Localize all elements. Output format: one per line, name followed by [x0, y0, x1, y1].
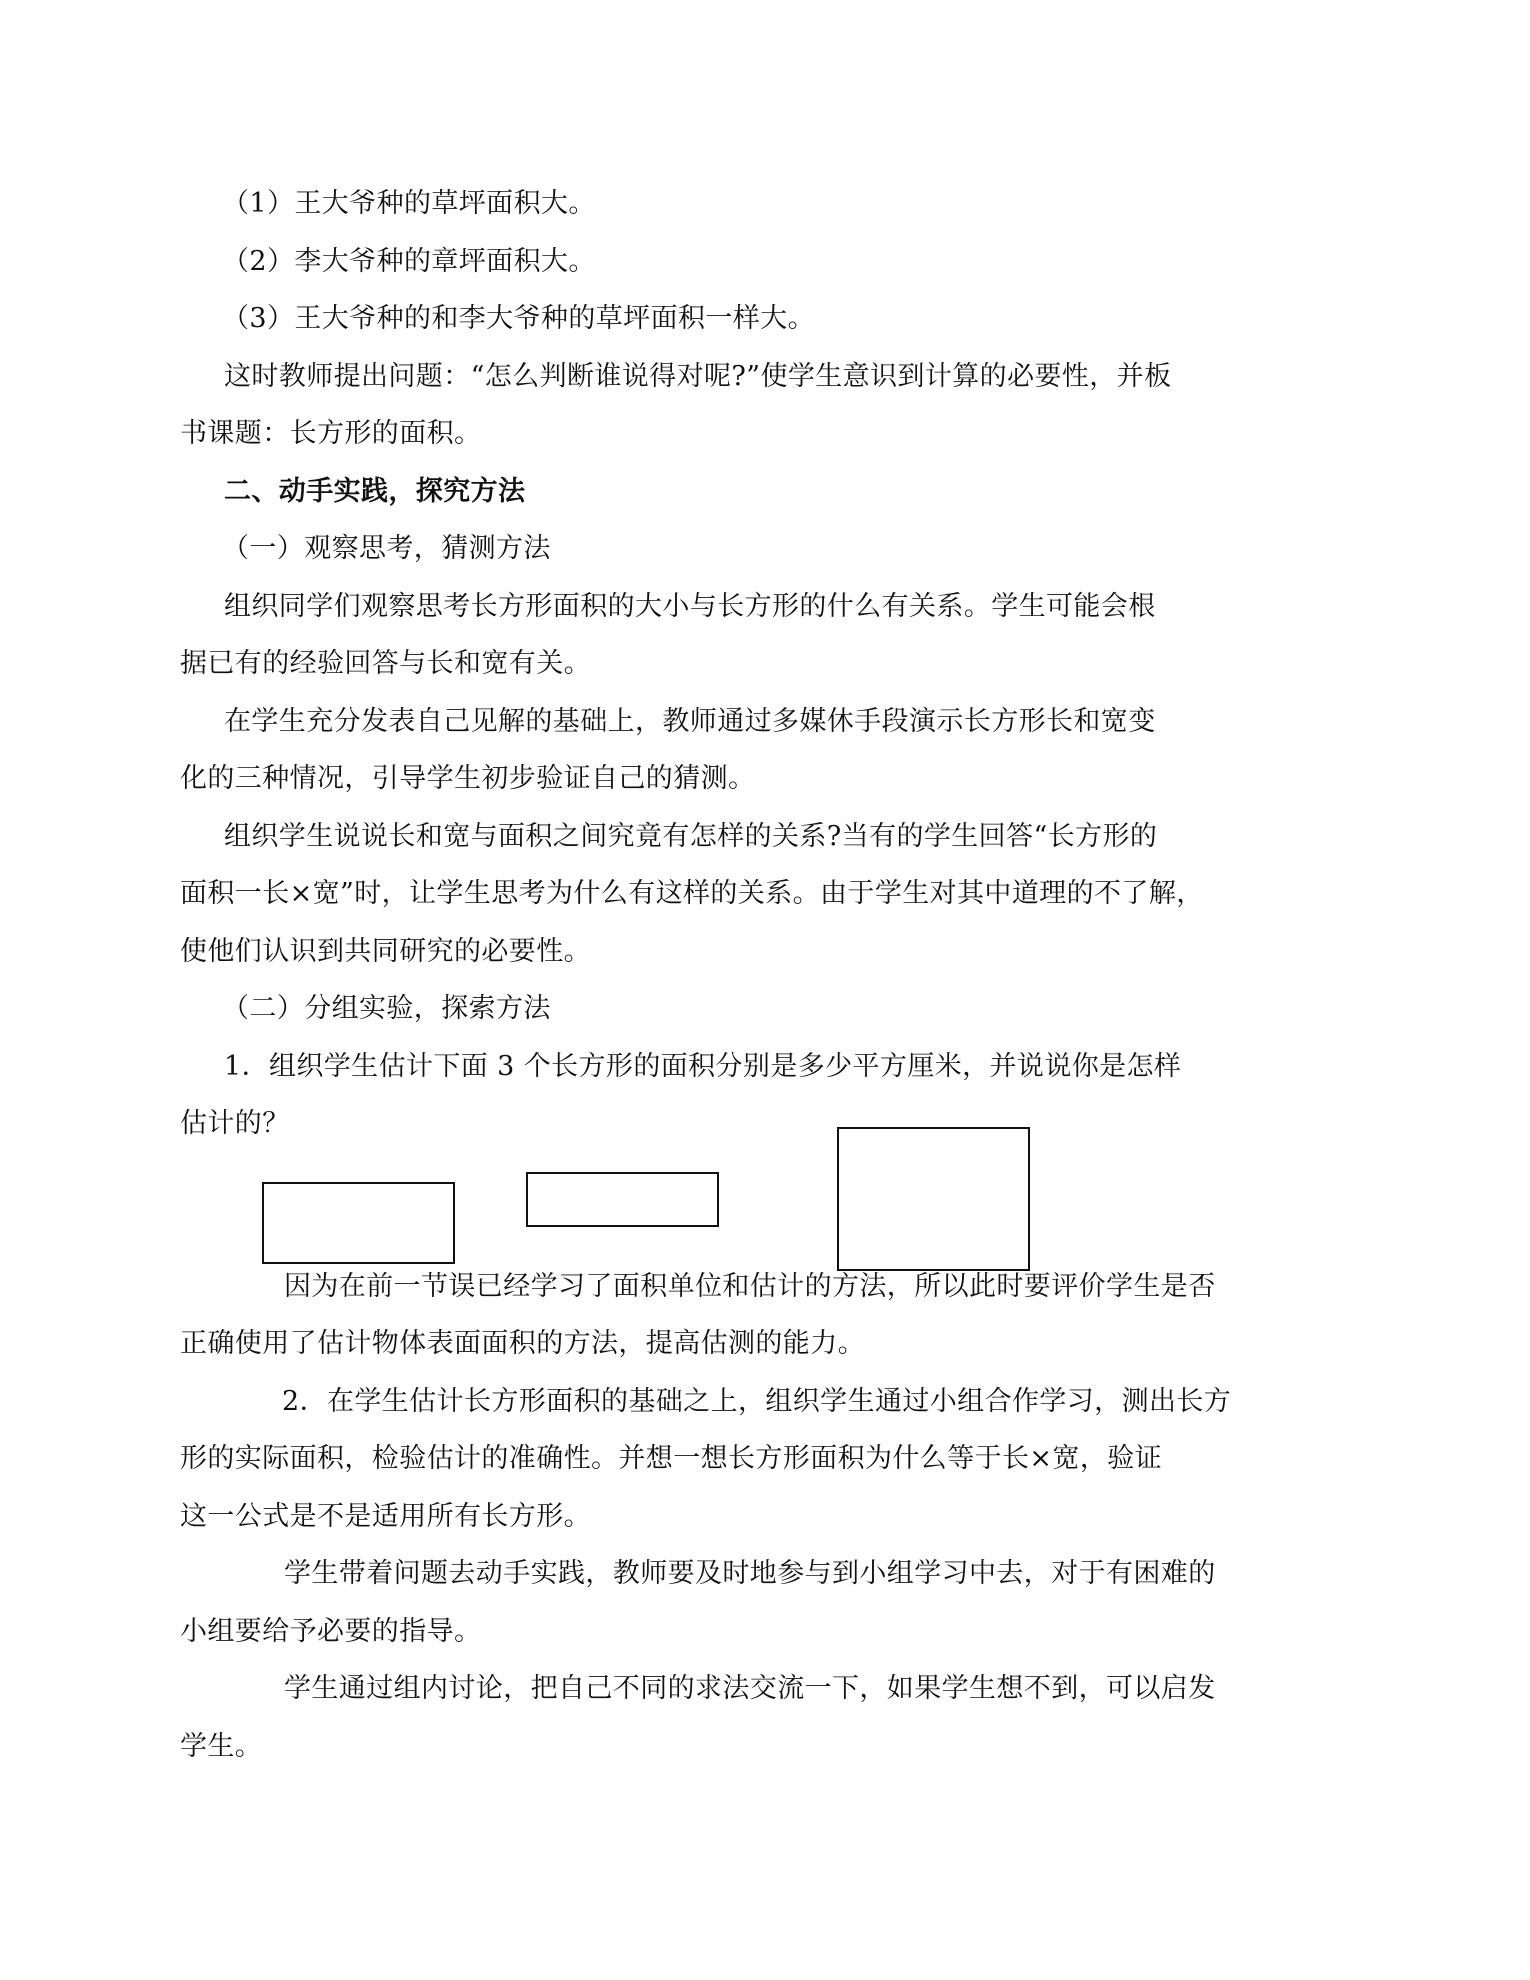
paragraph-line: 1．组织学生估计下面 3 个长方形的面积分别是多少平方厘米，并说说你是怎样 — [224, 1051, 1182, 1082]
rectangle-figure-3 — [837, 1127, 1030, 1271]
rectangle-figure-2 — [526, 1172, 719, 1227]
paragraph-line: 因为在前一节误已经学习了面积单位和估计的方法，所以此时要评价学生是否 — [284, 1271, 1216, 1302]
paragraph-line: 组织学生说说长和宽与面积之间究竟有怎样的关系?当有的学生回答“长方形的 — [224, 821, 1158, 852]
paragraph-line: 组织同学们观察思考长方形面积的大小与长方形的什么有关系。学生可能会根 — [224, 591, 1156, 622]
paragraph-line: 学生。 — [180, 1731, 263, 1762]
section-heading: 二、动手实践，探究方法 — [224, 476, 526, 507]
paragraph-line: 化的三种情况，引导学生初步验证自己的猜测。 — [180, 763, 756, 794]
paragraph-line: 使他们认识到共同研究的必要性。 — [180, 936, 591, 967]
subsection-heading: （二）分组实验，探索方法 — [222, 993, 551, 1024]
paragraph-line: 2．在学生估计长方形面积的基础之上，组织学生通过小组合作学习，测出长方 — [282, 1386, 1232, 1417]
paragraph-line: 面积一长×宽”时，让学生思考为什么有这样的关系。由于学生对其中道理的不了解， — [180, 878, 1204, 909]
paragraph-line: 在学生充分发表自己见解的基础上，教师通过多媒休手段演示长方形长和宽变 — [224, 706, 1156, 737]
paragraph-line: 正确使用了估计物体表面面积的方法，提高估测的能力。 — [180, 1328, 865, 1359]
list-item-2: （2）李大爷种的章坪面积大。 — [222, 246, 596, 277]
list-item-1: （1）王大爷种的草坪面积大。 — [222, 188, 596, 219]
paragraph-line: 据已有的经验回答与长和宽有关。 — [180, 648, 591, 679]
rectangle-figure-1 — [262, 1182, 455, 1264]
paragraph-line: 形的实际面积，检验估计的准确性。并想一想长方形面积为什么等于长×宽，验证 — [180, 1443, 1163, 1474]
subsection-heading: （一）观察思考，猜测方法 — [222, 533, 551, 564]
paragraph-line: 小组要给予必要的指导。 — [180, 1616, 482, 1647]
paragraph-line: 这一公式是不是适用所有长方形。 — [180, 1501, 591, 1532]
list-item-3: （3）王大爷种的和李大爷种的草坪面积一样大。 — [222, 303, 815, 334]
paragraph-line: 学生带着问题去动手实践，教师要及时地参与到小组学习中去，对于有困难的 — [284, 1558, 1216, 1589]
paragraph-line: 学生通过组内讨论，把自己不同的求法交流一下，如果学生想不到，可以启发 — [284, 1673, 1216, 1704]
paragraph-line: 估计的？ — [180, 1108, 290, 1139]
paragraph-line: 这时教师提出问题：“怎么判断谁说得对呢?”使学生意识到计算的必要性，并板 — [224, 361, 1172, 392]
paragraph-line: 书课题：长方形的面积。 — [180, 418, 482, 449]
